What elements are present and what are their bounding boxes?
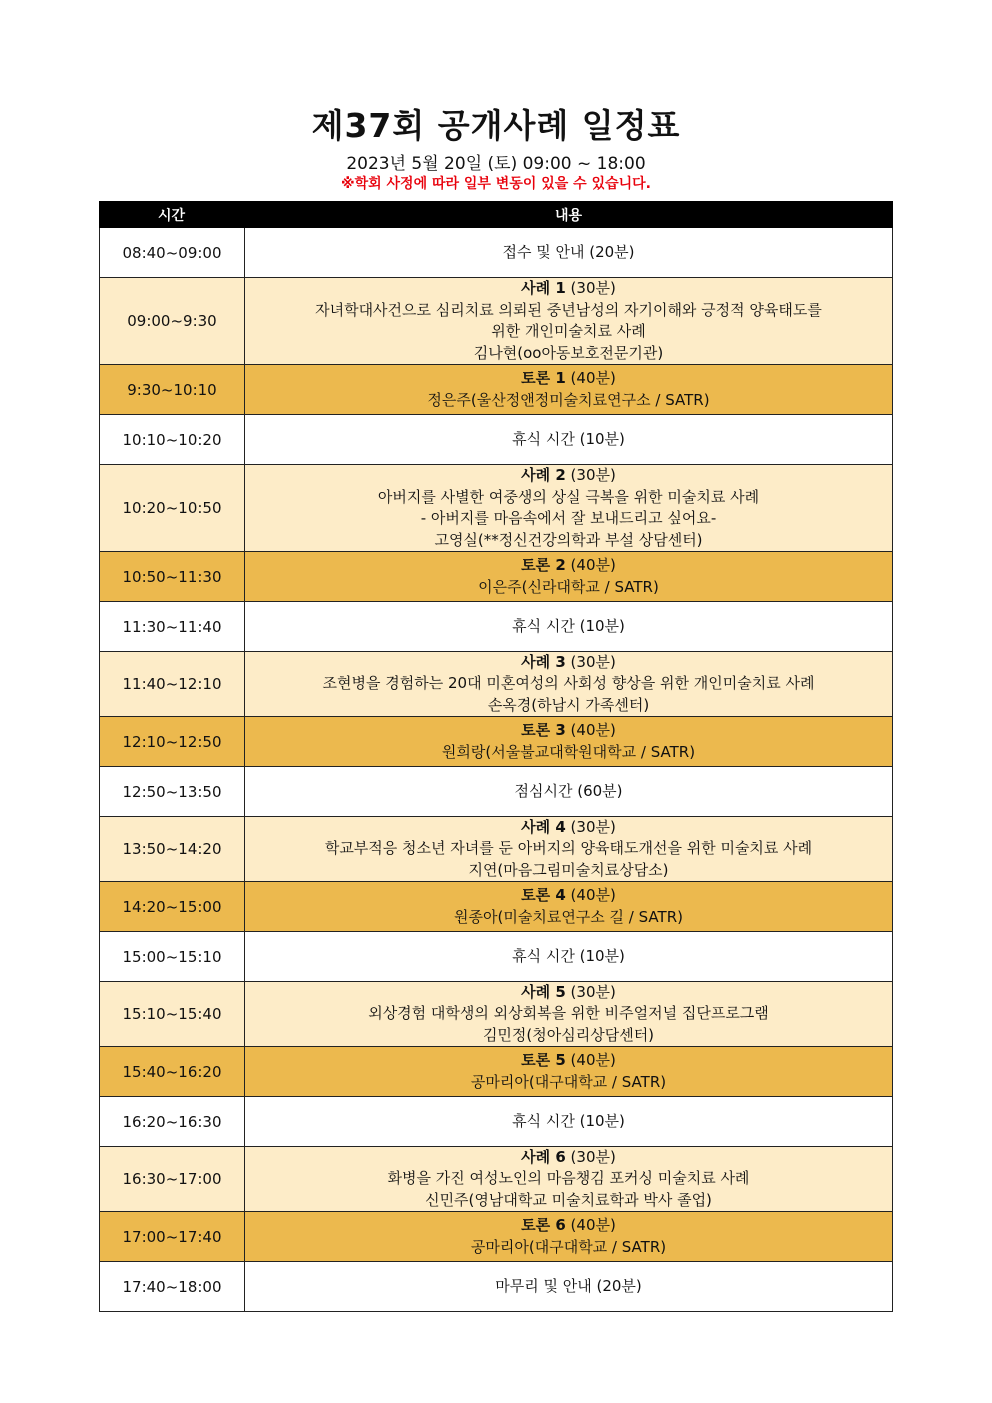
row-presenter: 공마리아(대구대학교 / SATR)	[470, 1072, 667, 1091]
session-label: 사례 3	[521, 652, 566, 671]
table-row	[99, 415, 893, 465]
row-time: 15:10~15:40	[100, 982, 245, 1046]
session-label: 토론 6	[521, 1216, 566, 1234]
row-text: 점심시간 (60분)	[514, 781, 623, 800]
session-duration: (30분)	[565, 817, 616, 836]
session-duration: (40분)	[565, 886, 616, 904]
row-time: 11:40~12:10	[100, 652, 245, 716]
row-heading	[521, 1147, 616, 1169]
row-heading	[521, 720, 616, 742]
row-time: 17:40~18:00	[100, 1262, 245, 1311]
row-text: 접수 및 안내 (20분)	[502, 242, 635, 261]
session-label: 사례 2	[521, 466, 566, 484]
change-notice: ※학회 사정에 따라 일부 변동이 있을 수 있습니다.	[340, 176, 651, 192]
table-row	[99, 228, 893, 278]
session-label: 토론 3	[521, 721, 566, 739]
row-presenter: 김민정(청아심리상담센터)	[482, 1025, 655, 1044]
row-time: 10:50~11:30	[100, 552, 245, 601]
row-heading	[521, 278, 616, 300]
row-heading	[521, 982, 616, 1004]
table-row	[99, 982, 893, 1047]
row-line: 자녀학대사건으로 심리치료 의뢰된 중년남성의 자기이해와 긍정적 양육태도를	[315, 300, 822, 319]
session-duration: (30분)	[565, 982, 616, 1001]
table-row	[99, 717, 893, 767]
row-line: 조현병을 경험하는 20대 미혼여성의 사회성 향상을 위한 개인미술치료 사례	[322, 674, 815, 693]
row-time: 09:00~9:30	[100, 278, 245, 364]
row-line: - 아버지를 마음속에서 잘 보내드리고 싶어요-	[420, 509, 717, 527]
schedule-table	[99, 201, 893, 1312]
session-label: 사례 6	[521, 1147, 566, 1166]
row-presenter: 김나현(oo아동보호전문기관)	[473, 343, 664, 362]
table-row	[99, 1262, 893, 1312]
row-line: 학교부적응 청소년 자녀를 둔 아버지의 양육태도개선을 위한 미술치료 사례	[324, 839, 813, 858]
session-label: 사례 4	[521, 817, 566, 836]
row-time: 9:30~10:10	[100, 365, 245, 414]
table-row	[99, 465, 893, 552]
row-content	[245, 767, 892, 816]
row-content	[245, 465, 892, 551]
table-row	[99, 1097, 893, 1147]
row-content	[245, 278, 892, 364]
row-time: 15:40~16:20	[100, 1047, 245, 1096]
session-duration: (30분)	[565, 279, 616, 297]
session-label: 토론 5	[521, 1051, 566, 1069]
session-duration: (40분)	[565, 721, 616, 739]
row-content	[245, 932, 892, 981]
row-presenter: 지연(마음그림미술치료상담소)	[468, 860, 669, 879]
row-presenter: 원희랑(서울불교대학원대학교 / SATR)	[441, 742, 696, 761]
row-presenter: 공마리아(대구대학교 / SATR)	[470, 1237, 667, 1256]
row-presenter: 정은주(울산정앤정미술치료연구소 / SATR)	[427, 390, 710, 409]
row-presenter: 원종아(미술치료연구소 길 / SATR)	[454, 907, 683, 926]
table-row	[99, 932, 893, 982]
table-row	[99, 882, 893, 932]
session-duration: (40분)	[565, 1216, 616, 1234]
row-content	[245, 1262, 892, 1311]
row-content	[245, 415, 892, 464]
row-line: 화병을 가진 여성노인의 마음챙김 포커싱 미술치료 사례	[387, 1169, 750, 1188]
table-row	[99, 1047, 893, 1097]
row-heading	[521, 652, 616, 674]
row-time: 16:30~17:00	[100, 1147, 245, 1211]
row-presenter: 이은주(신라대학교 / SATR)	[478, 577, 659, 596]
row-content	[245, 365, 892, 414]
row-presenter: 손옥경(하남시 가족센터)	[487, 695, 650, 714]
table-row	[99, 767, 893, 817]
row-time: 14:20~15:00	[100, 882, 245, 931]
row-heading	[521, 368, 616, 390]
page-title: 제37회 공개사례 일정표	[311, 106, 681, 145]
row-content	[245, 882, 892, 931]
row-time: 15:00~15:10	[100, 932, 245, 981]
session-label: 사례 5	[521, 982, 566, 1001]
header-content: 내용	[554, 207, 583, 224]
row-time: 17:00~17:40	[100, 1212, 245, 1261]
row-time: 12:50~13:50	[100, 767, 245, 816]
row-content	[245, 817, 892, 881]
row-time: 12:10~12:50	[100, 717, 245, 766]
session-duration: (40분)	[565, 1051, 616, 1069]
row-content	[245, 652, 892, 716]
session-duration: (40분)	[565, 556, 616, 574]
row-presenter: 신민주(영남대학교 미술치료학과 박사 졸업)	[425, 1190, 712, 1209]
row-heading	[521, 885, 616, 907]
session-duration: (30분)	[565, 1147, 616, 1166]
session-label: 사례 1	[521, 279, 566, 297]
row-content	[245, 1147, 892, 1211]
row-presenter: 고영실(**정신건강의학과 부설 상담센터)	[434, 530, 703, 549]
session-duration: (30분)	[565, 652, 616, 671]
session-label: 토론 1	[521, 369, 566, 387]
row-heading	[521, 465, 616, 487]
session-label: 토론 4	[521, 886, 566, 904]
row-heading	[521, 1050, 616, 1072]
row-time: 08:40~09:00	[100, 228, 245, 277]
row-heading	[521, 555, 616, 577]
row-line: 아버지를 사별한 여중생의 상실 극복을 위한 미술치료 사례	[377, 487, 760, 506]
row-content	[245, 1097, 892, 1146]
row-time: 16:20~16:30	[100, 1097, 245, 1146]
session-duration: (30분)	[565, 466, 616, 484]
row-text: 휴식 시간 (10분)	[512, 1111, 625, 1130]
event-date: 2023년 5월 20일 (토) 09:00 ~ 18:00	[346, 154, 646, 174]
row-text: 휴식 시간 (10분)	[512, 616, 625, 635]
session-label: 토론 2	[521, 556, 566, 574]
table-header	[99, 201, 893, 228]
row-time: 13:50~14:20	[100, 817, 245, 881]
row-heading	[521, 817, 616, 839]
row-content	[245, 982, 892, 1046]
table-row	[99, 278, 893, 365]
table-row	[99, 552, 893, 602]
row-content	[245, 717, 892, 766]
row-content	[245, 1212, 892, 1261]
table-row	[99, 602, 893, 652]
table-row	[99, 1212, 893, 1262]
row-content	[245, 228, 892, 277]
session-duration: (40분)	[565, 369, 616, 387]
row-text: 휴식 시간 (10분)	[512, 429, 625, 448]
row-content	[245, 1047, 892, 1096]
row-line: 위한 개인미술치료 사례	[491, 322, 646, 340]
row-text: 마무리 및 안내 (20분)	[495, 1276, 642, 1295]
header-time: 시간	[157, 207, 186, 224]
row-time: 11:30~11:40	[100, 602, 245, 651]
row-text: 휴식 시간 (10분)	[512, 946, 625, 965]
row-heading	[521, 1215, 616, 1237]
table-row	[99, 652, 893, 717]
table-row	[99, 365, 893, 415]
row-time: 10:10~10:20	[100, 415, 245, 464]
row-line: 외상경험 대학생의 외상회복을 위한 비주얼저널 집단프로그램	[368, 1004, 769, 1023]
table-row	[99, 1147, 893, 1212]
row-content	[245, 602, 892, 651]
row-time: 10:20~10:50	[100, 465, 245, 551]
row-content	[245, 552, 892, 601]
table-row	[99, 817, 893, 882]
